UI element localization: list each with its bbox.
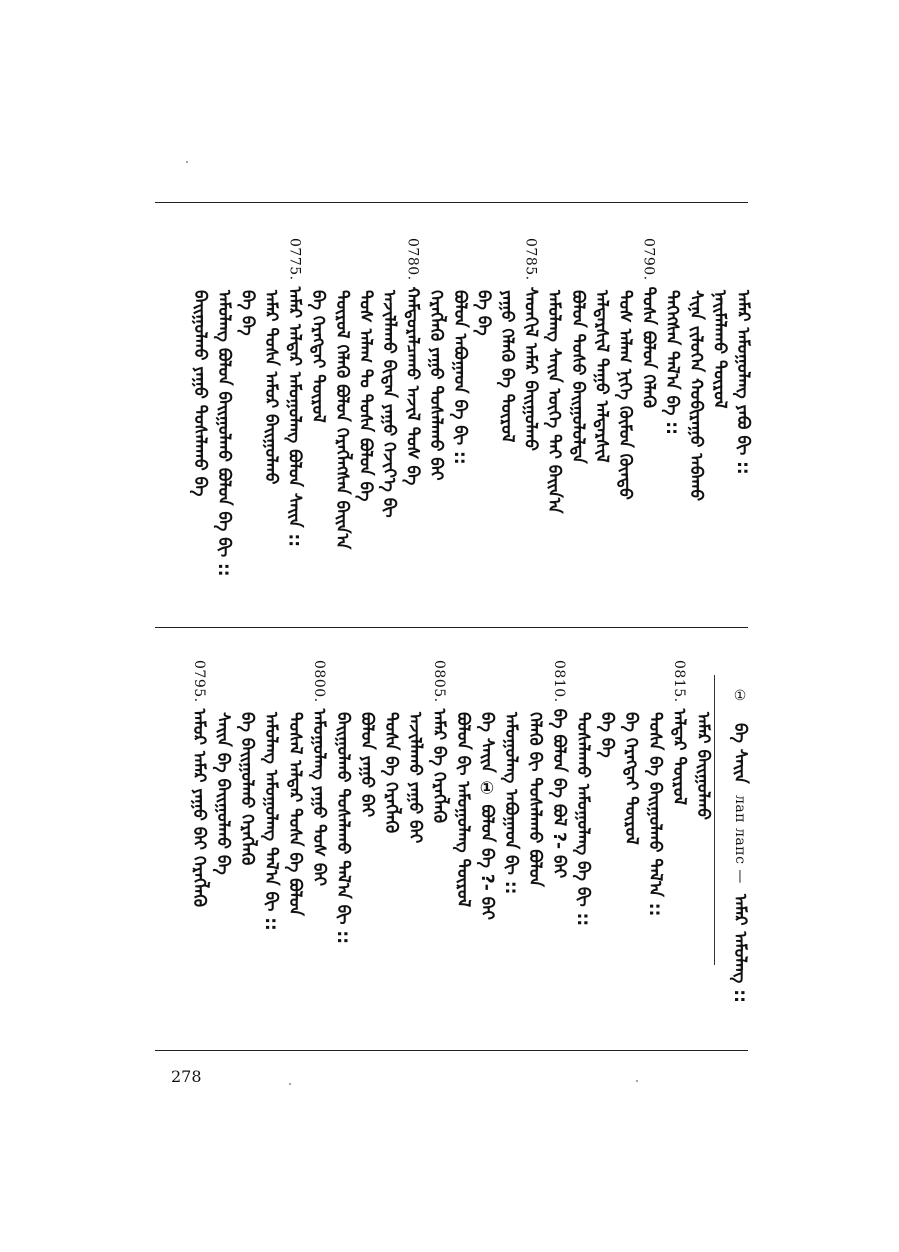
line-number: 0800. bbox=[311, 660, 327, 703]
footnote bbox=[731, 688, 748, 1003]
text-column bbox=[454, 712, 471, 907]
column-text: ᠬᠡᠷᠡᠭᠯᠡᠬᠦ ᠶᠠᠭᠤ ᠲᠤᠰᠠᠯᠠᠬᠤ ᠪᠠᠢ bbox=[426, 290, 447, 481]
footnote-text-before: ᠪᠠ ᠰᠠᠢᠨ bbox=[730, 723, 750, 784]
column-text: ᠪᠠ ᠪᠠ bbox=[473, 290, 494, 336]
line-number: 0810. bbox=[551, 660, 567, 703]
column-text: ᠲᠡᠭᠡᠭᠰᠡᠨ ᠲᠠᠯ᠎ᠠ ᠪᠠ :: bbox=[662, 290, 683, 435]
column-text: ᠲᠤᠰ ᠠᠯᠠᠭ ᠲᠤ ᠲᠤᠰᠠ ᠪᠣᠯᠤᠨ ᠪᠠ bbox=[355, 290, 376, 502]
column-text: ᠠᠮᠠᠷ ᠪᠠ ᠬᠡᠷᠡᠭᠯᠡᠬᠦ bbox=[429, 708, 449, 824]
column-text: ᠪᠠᠢᠭᠤᠯᠬᠤ ᠲᠤᠰᠠᠯᠠᠬᠤ ᠲᠠᠯ᠎ᠠ ᠪᠢ :: bbox=[333, 712, 353, 945]
text-column bbox=[358, 712, 375, 817]
column-text: ᠪᠠ ᠬᠡᠷᠡᠭᠲᠡᠢ ᠲᠦᠷᠦᠯ bbox=[621, 712, 641, 845]
column-text: ᠠᠮᠠᠷ ᠠᠮᠤᠭᠤᠯᠠᠩ ᠶᠠᠪᠤ ᠪᠢ :: bbox=[733, 290, 753, 475]
text-column bbox=[189, 660, 209, 908]
text-column bbox=[569, 290, 586, 464]
scan-speck bbox=[636, 1080, 638, 1082]
text-column bbox=[694, 712, 711, 820]
column-text: ᠲᠤᠰ ᠠᠯᠠᠭ ᠨᠢᠭᠡ ᠬᠦᠮᠦᠨ ᠬᠦᠨᠳᠦ bbox=[615, 290, 635, 500]
footnote-marker: ① bbox=[732, 688, 748, 705]
column-text: ᠪᠣᠯᠤᠨ ᠶᠠᠭᠤ ᠪᠠᠢ bbox=[357, 712, 377, 818]
column-text: ᠠᠮᠤᠭᠤᠯᠠᠩ ᠠᠪᠤᠭᠠᠳ ᠪᠢ :: bbox=[501, 712, 521, 895]
text-column bbox=[478, 712, 495, 920]
column-text: ᠲᠤᠰᠠᠯ ᠠᠯᠳᠠᠷ ᠲᠤᠰᠠ ᠪᠠ ᠪᠣᠯᠤᠨ bbox=[285, 712, 305, 916]
footnote-text-after: ᠠᠮᠠᠷ ᠠᠮᠤᠯᠠᠩ :: bbox=[730, 894, 750, 1004]
column-text: ᠠᠮᠤᠷ ᠠᠮᠠᠷ ᠶᠠᠭᠤ ᠪᠠᠢ ᠬᠡᠷᠡᠭᠯᠡᠬᠦ bbox=[189, 708, 209, 908]
column-text: ᠪᠠᠢᠭᠤᠯᠬᠤ ᠶᠠᠭᠤ ᠲᠤᠰᠠᠯᠠᠬᠤ ᠪᠠ bbox=[190, 290, 211, 497]
text-column bbox=[544, 290, 565, 514]
text-column bbox=[215, 290, 232, 577]
column-text: ᠶᠠᠭᠤ ᠬᠡᠯᠡᠬᠦ ᠪᠠ ᠲᠦᠷᠦᠯ bbox=[497, 290, 517, 443]
text-column bbox=[734, 290, 751, 475]
text-column bbox=[429, 660, 449, 824]
column-text: ᠰᠢᠨᠡ ᠵᠢᠯᠦᠭᠡᠨ ᠬᠤᠪᠢᠷᠠᠭᠤ ᠠᠪᠠᠬᠤ bbox=[685, 290, 706, 502]
line-number: 0790. bbox=[640, 238, 657, 281]
line-number: 0805. bbox=[431, 660, 447, 703]
scan-speck bbox=[186, 161, 188, 163]
text-column bbox=[237, 290, 258, 336]
text-column bbox=[334, 712, 351, 944]
text-column bbox=[284, 238, 305, 548]
line-number: 0775. bbox=[286, 238, 303, 281]
column-text: ᠨᠠᠢᠮᠠᠯᠠᠬᠤ ᠲᠦᠷᠦᠯ bbox=[709, 290, 730, 409]
text-column bbox=[473, 290, 494, 336]
text-column bbox=[214, 712, 231, 875]
scan-speck bbox=[289, 1083, 291, 1085]
text-column bbox=[709, 290, 730, 409]
text-column bbox=[262, 290, 279, 484]
text-column bbox=[502, 712, 519, 894]
column-text: ᠪᠣᠯᠤᠨ ᠪᠢ ᠠᠮᠤᠭᠤᠯᠠᠩ ᠲᠦᠷᠦᠯ bbox=[453, 712, 473, 908]
column-text: ᠪᠣᠯᠤᠨ ᠠᠪᠤᠭᠠᠳ ᠪᠠ ᠪᠢ :: bbox=[449, 290, 470, 465]
text-column bbox=[382, 712, 399, 833]
text-column bbox=[498, 290, 515, 442]
text-column bbox=[426, 290, 447, 481]
column-text: ᠬᠡᠯᠡᠬᠦ ᠪᠢ ᠲᠤᠰᠠᠯᠠᠬᠤ ᠪᠣᠯᠤᠨ bbox=[525, 712, 545, 887]
text-column bbox=[190, 290, 211, 497]
text-column bbox=[406, 712, 423, 843]
column-text: ᠪᠣᠯᠤᠨ ᠲᠤᠰᠤ ᠪᠠᠢᠭᠤᠯᠤᠯᠲᠠ bbox=[567, 290, 588, 464]
text-column bbox=[598, 712, 615, 758]
text-column bbox=[333, 290, 350, 549]
column-text: ᠲᠤᠰᠠ ᠪᠠ ᠬᠡᠷᠡᠭᠯᠡᠬᠦ bbox=[381, 712, 401, 834]
line-number: 0780. bbox=[404, 238, 421, 281]
text-column bbox=[622, 712, 639, 845]
column-text: ᠠᠮᠤᠯᠠᠩ ᠪᠣᠯᠤᠨ ᠪᠠᠢᠭᠤᠯᠬᠤ ᠪᠣᠯᠤᠨ ᠪᠠ ᠪᠢ :: bbox=[213, 290, 234, 577]
bottom-rule bbox=[155, 1050, 748, 1051]
text-column bbox=[638, 238, 659, 409]
column-text: ᠪᠠ ᠪᠠᠢᠭᠤᠯᠬᠤ ᠬᠡᠷᠡᠭᠯᠡᠬᠦ bbox=[237, 712, 257, 866]
column-text: ᠠᠮᠤᠭᠤᠯᠠᠩ ᠶᠠᠭᠤ ᠲᠤᠰ ᠪᠠᠢ bbox=[309, 708, 329, 887]
text-column bbox=[451, 290, 468, 465]
line-number: 0785. bbox=[522, 238, 539, 281]
page-number: 278 bbox=[171, 1067, 202, 1086]
text-column bbox=[669, 660, 689, 806]
text-column bbox=[549, 660, 569, 879]
middle-rule bbox=[155, 627, 748, 628]
line-number: 0795. bbox=[191, 660, 207, 703]
column-text: ᠠᠮᠠᠷ ᠪᠠᠢᠭᠤᠯᠬᠤ bbox=[693, 712, 713, 820]
column-text: ᠲᠤᠰᠠᠯᠠᠬᠤ ᠠᠮᠤᠭᠤᠯᠠᠩ ᠪᠠ ᠪᠢ :: bbox=[573, 712, 593, 927]
column-text: ᠠᠯᠳᠠᠷ ᠲᠦᠷᠦᠯ bbox=[669, 708, 689, 806]
text-column bbox=[238, 712, 255, 865]
text-column bbox=[380, 290, 397, 518]
text-column bbox=[646, 712, 663, 916]
text-column bbox=[687, 290, 704, 501]
footnote-separator bbox=[714, 675, 715, 965]
column-text: ᠠᠮᠤᠯᠠᠩ ᠰᠠᠢᠨ ᠦᠭᠡ ᠲᠠᠢ ᠪᠠᠢᠨ᠎ᠠ bbox=[544, 290, 565, 514]
text-column bbox=[591, 290, 612, 463]
text-column bbox=[574, 712, 591, 926]
column-text: ᠰᠡᠳᠬᠢᠯ ᠠᠮᠠᠷ ᠪᠠᠢᠭᠤᠯᠬᠤ bbox=[520, 286, 541, 451]
text-column bbox=[526, 712, 543, 887]
top-rule bbox=[155, 202, 748, 203]
column-text: ᠲᠦᠷᠦᠯ ᠬᠡᠯᠡᠬᠦ ᠪᠣᠯᠤᠨ ᠬᠡᠷᠡᠭᠯᠡᠭᠰᠡᠨ ᠪᠠᠢᠨ᠎ᠠ bbox=[331, 290, 352, 550]
text-column bbox=[308, 290, 329, 423]
column-text: ᠲᠤᠰᠠ ᠪᠠ ᠪᠠᠢᠭᠤᠯᠬᠤ ᠲᠠᠯ᠎ᠠ :: bbox=[645, 712, 665, 917]
text-column bbox=[616, 290, 633, 500]
column-text: ᠪᠠ ᠪᠣᠯᠤᠨ ᠪᠠ ᠪᠣᠯ ?- ᠪᠠᠢ bbox=[549, 708, 569, 879]
text-column bbox=[662, 290, 683, 435]
column-text: ᠪᠠ ᠰᠠᠢᠨ ① ᠪᠣᠯᠤᠨ ᠪᠠ ?- ᠪᠠᠢ bbox=[477, 712, 497, 920]
footnote-latin: лап лапс — bbox=[732, 794, 748, 884]
column-text: ᠲᠤᠰᠠ ᠪᠣᠯᠤᠨ ᠬᠡᠯᠡᠬᠦ bbox=[638, 286, 659, 409]
column-text: ᠬᠠᠮᠲᠤᠷᠠᠯᠴᠠᠬᠤ ᠠᠵᠢᠯ ᠲᠤᠰ ᠪᠠ bbox=[402, 286, 423, 486]
column-text: ᠠᠵᠢᠯᠯᠠᠬᠤ ᠶᠠᠭᠤ ᠪᠠᠢ bbox=[405, 712, 425, 844]
column-text: ᠠᠯᠳᠠᠷᠰᠢᠯ ᠲᠠᠭᠤ ᠠᠯᠳᠠᠷᠰᠢᠯ bbox=[591, 290, 612, 463]
column-text: ᠠᠵᠢᠯᠯᠠᠬᠤ ᠪᠢᠳᠡᠨ ᠶᠠᠭᠤ ᠬᠡᠵᠢᠶ᠎ᠡ ᠪᠢ bbox=[379, 290, 399, 518]
text-column bbox=[520, 238, 541, 451]
line-number: 0815. bbox=[671, 660, 687, 703]
column-text: ᠰᠠᠢᠨ ᠪᠠ ᠪᠠᠢᠭᠤᠯᠬᠤ ᠪᠠ bbox=[213, 712, 233, 875]
column-text: ᠠᠮᠠᠷ ᠲᠤᠰᠠ ᠠᠮᠤᠷ ᠪᠠᠢᠭᠤᠯᠬᠤ bbox=[261, 290, 281, 485]
text-column bbox=[262, 712, 279, 931]
column-text: ᠪᠠ ᠪᠠ bbox=[237, 290, 258, 336]
column-text: ᠠᠮᠤᠯᠠᠩ ᠠᠮᠤᠭᠤᠯᠠᠩ ᠲᠠᠯ᠎ᠠ ᠪᠢ :: bbox=[261, 712, 281, 931]
text-column bbox=[402, 238, 423, 486]
text-column bbox=[286, 712, 303, 916]
column-text: ᠪᠠ ᠪᠠ bbox=[597, 712, 617, 758]
column-text: ᠠᠮᠠᠷ ᠠᠯᠳᠠᠷ ᠠᠮᠤᠭᠤᠯᠠᠩ ᠪᠣᠯᠤᠨ ᠰᠠᠢᠨ :: bbox=[284, 286, 305, 548]
text-column bbox=[309, 660, 329, 887]
column-text: ᠪᠠ ᠬᠡᠷᠡᠭᠲᠡᠢ ᠲᠦᠷᠦᠯ bbox=[308, 290, 329, 423]
text-column bbox=[355, 290, 376, 502]
